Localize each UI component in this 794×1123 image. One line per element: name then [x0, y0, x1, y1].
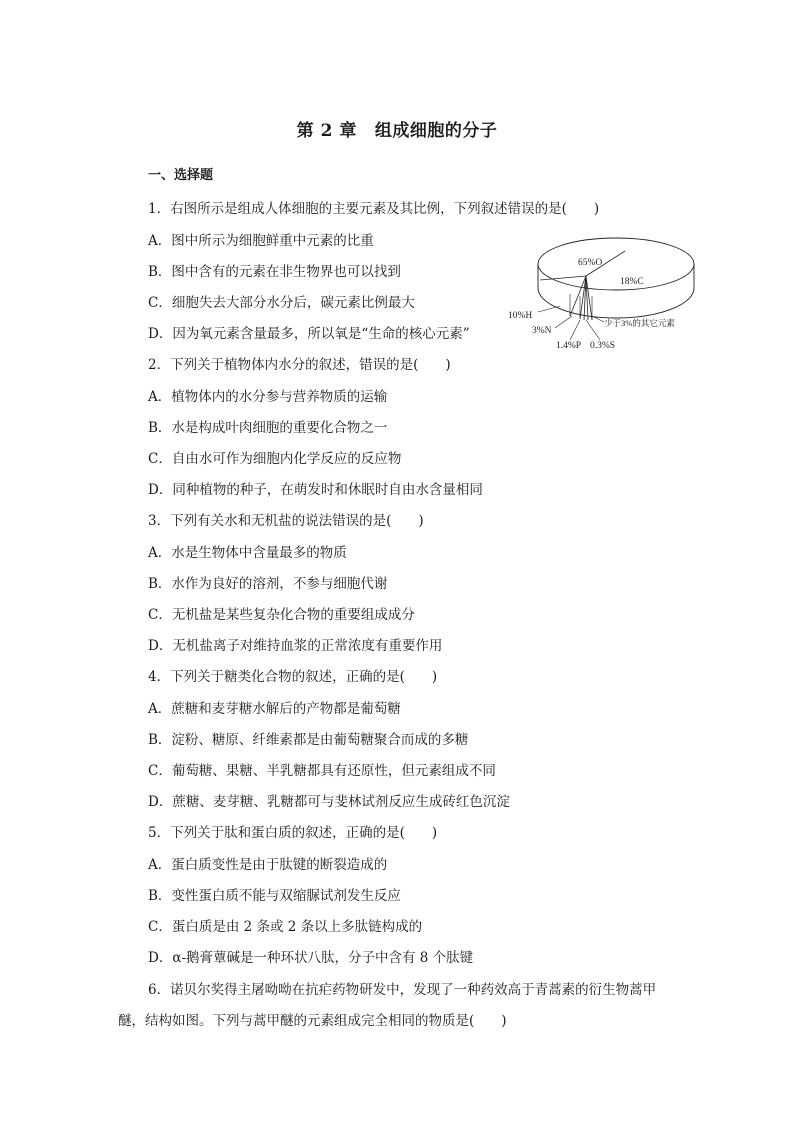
- element-proportion-pie-chart: [500, 236, 720, 356]
- question-1-option-b: B．图中含有的元素在非生物界也可以找到: [148, 264, 401, 280]
- question-5-option-d: D．α-鹅膏蕈碱是一种环状八肽，分子中含有 8 个肽键: [148, 950, 474, 966]
- question-1-stem: 1．右图所示是组成人体细胞的主要元素及其比例，下列叙述错误的是( ): [148, 201, 600, 217]
- question-4-stem: 4．下列关于糖类化合物的叙述，正确的是( ): [148, 669, 438, 685]
- question-3-stem: 3．下列有关水和无机盐的说法错误的是( ): [148, 513, 424, 529]
- chapter-name: 组成细胞的分子: [374, 121, 498, 141]
- pie-label-oxygen: 65%O: [578, 258, 603, 268]
- pie-label-hydrogen: 10%H: [508, 311, 533, 321]
- question-5-option-a: A．蛋白质变性是由于肽键的断裂造成的: [148, 857, 388, 873]
- pie-label-sulfur: 0.3%S: [590, 341, 616, 351]
- question-6-stem-line-2: 醚，结构如图。下列与蒿甲醚的元素组成完全相同的物质是( ): [118, 1013, 507, 1029]
- chapter-title: [0, 116, 794, 141]
- question-4-option-d: D．蔗糖、麦芽糖、乳糖都可与斐林试剂反应生成砖红色沉淀: [148, 794, 510, 810]
- question-2-option-b: B．水是构成叶肉细胞的重要化合物之一: [148, 420, 388, 436]
- question-5-option-c: C．蛋白质是由 2 条或 2 条以上多肽链构成的: [148, 919, 423, 935]
- question-5-option-b: B．变性蛋白质不能与双缩脲试剂发生反应: [148, 888, 401, 904]
- pie-label-phosphorus: 1.4%P: [556, 341, 582, 351]
- question-2-option-c: C．自由水可作为细胞内化学反应的反应物: [148, 451, 402, 467]
- question-4-option-a: A．蔗糖和麦芽糖水解后的产物都是葡萄糖: [148, 701, 401, 717]
- question-2-option-a: A．植物体内的水分参与营养物质的运输: [148, 389, 388, 405]
- question-5-stem: 5．下列关于肽和蛋白质的叙述，正确的是( ): [148, 825, 438, 841]
- section-heading: 一、选择题: [148, 168, 214, 183]
- question-2-stem: 2．下列关于植物体内水分的叙述，错误的是( ): [148, 357, 451, 373]
- question-3-option-b: B．水作为良好的溶剂，不参与细胞代谢: [148, 576, 388, 592]
- pie-label-carbon: 18%C: [620, 277, 644, 287]
- chapter-number: 第 2 章: [296, 121, 357, 141]
- question-3-option-a: A．水是生物体中含量最多的物质: [148, 545, 347, 561]
- question-3-option-d: D．无机盐离子对维持血浆的正常浓度有重要作用: [148, 638, 443, 654]
- question-4-option-b: B．淀粉、糖原、纤维素都是由葡萄糖聚合而成的多糖: [148, 732, 469, 748]
- question-1-option-c: C．细胞失去大部分水分后，碳元素比例最大: [148, 295, 415, 311]
- pie-top-face: [538, 238, 694, 290]
- question-1-option-a: A．图中所示为细胞鲜重中元素的比重: [148, 233, 374, 249]
- question-4-option-c: C．葡萄糖、果糖、半乳糖都具有还原性，但元素组成不同: [148, 763, 496, 779]
- question-6-stem-line-1: 6．诺贝尔奖得主屠呦呦在抗疟药物研发中，发现了一种药效高于青蒿素的衍生物蒿甲: [148, 982, 657, 998]
- question-2-option-d: D．同种植物的种子，在萌发时和休眠时自由水含量相同: [148, 482, 483, 498]
- pie-label-others: 少于3%的其它元素: [604, 318, 675, 328]
- pie-label-nitrogen: 3%N: [532, 326, 552, 336]
- question-3-option-c: C．无机盐是某些复杂化合物的重要组成成分: [148, 607, 415, 623]
- question-1-option-d: D．因为氧元素含量最多，所以氧是“生命的核心元素”: [148, 326, 470, 342]
